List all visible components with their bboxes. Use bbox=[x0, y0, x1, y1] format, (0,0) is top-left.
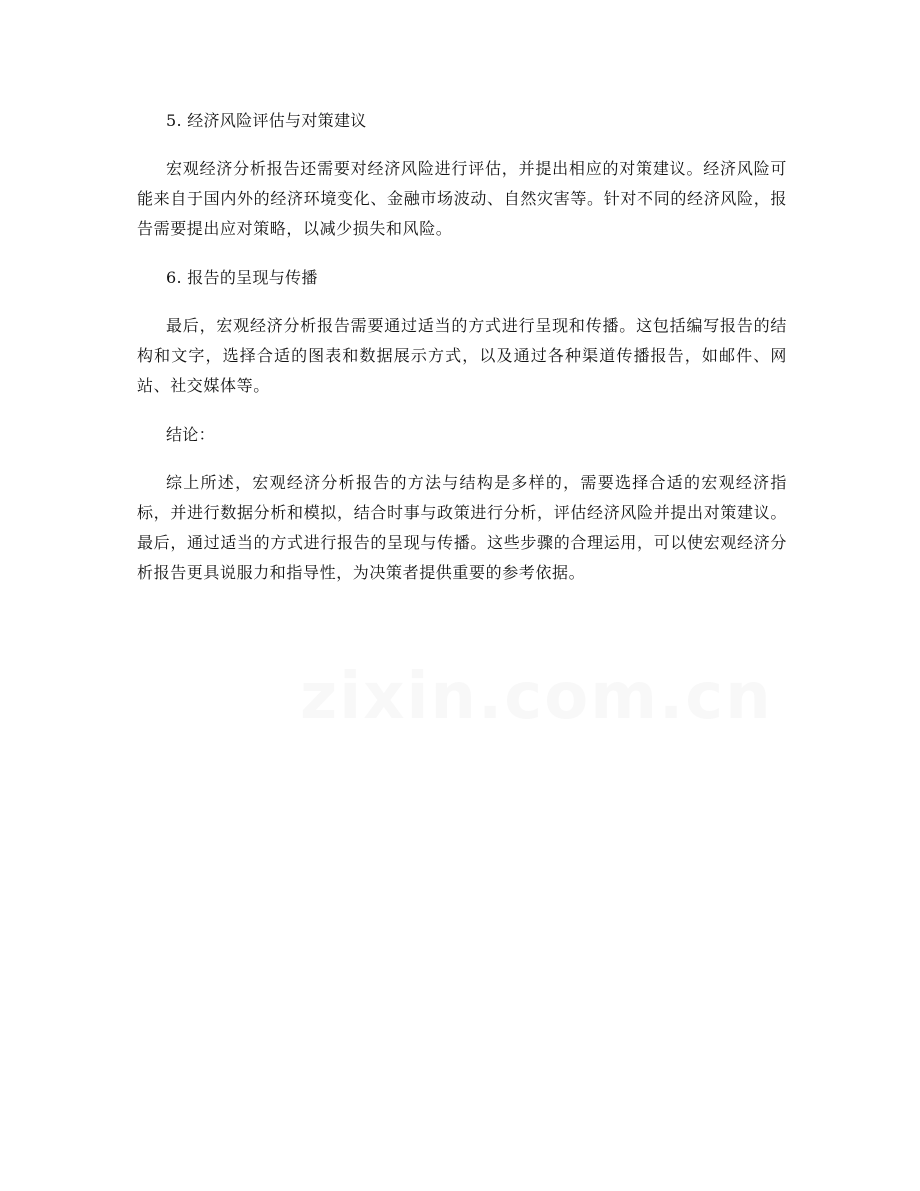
section-paragraph-conclusion: 综上所述，宏观经济分析报告的方法与结构是多样的，需要选择合适的宏观经济指标，并进行数据分析和模拟，结合时事与政策进行分析，评估经济风险并提出对策建议。最后，通过适当的方式进行报告的呈现与传播。这些步骤的合理运用，可以使宏观经济分析报告更具说服力和指导性，为决策者提供重要的参考依据。 bbox=[137, 473, 787, 582]
document-body bbox=[137, 106, 787, 607]
section-paragraph-risk: 宏观经济分析报告还需要对经济风险进行评估，并提出相应的对策建议。经济风险可能来自于国内外的经济环境变化、金融市场波动、自然灾害等。针对不同的经济风险，报告需要提出应对策略，以减少损失和风险。 bbox=[137, 159, 787, 238]
watermark-text: zixin.com.cn bbox=[300, 660, 773, 734]
section-paragraph-presentation: 最后，宏观经济分析报告需要通过适当的方式进行呈现和传播。这包括编写报告的结构和文字，选择合适的图表和数据展示方式，以及通过各种渠道传播报告，如邮件、网站、社交媒体等。 bbox=[137, 316, 787, 395]
section-heading-conclusion: 结论： bbox=[166, 425, 215, 444]
section-heading-presentation: 6. 报告的呈现与传播 bbox=[166, 268, 318, 287]
section-heading-risk: 5. 经济风险评估与对策建议 bbox=[166, 111, 367, 130]
